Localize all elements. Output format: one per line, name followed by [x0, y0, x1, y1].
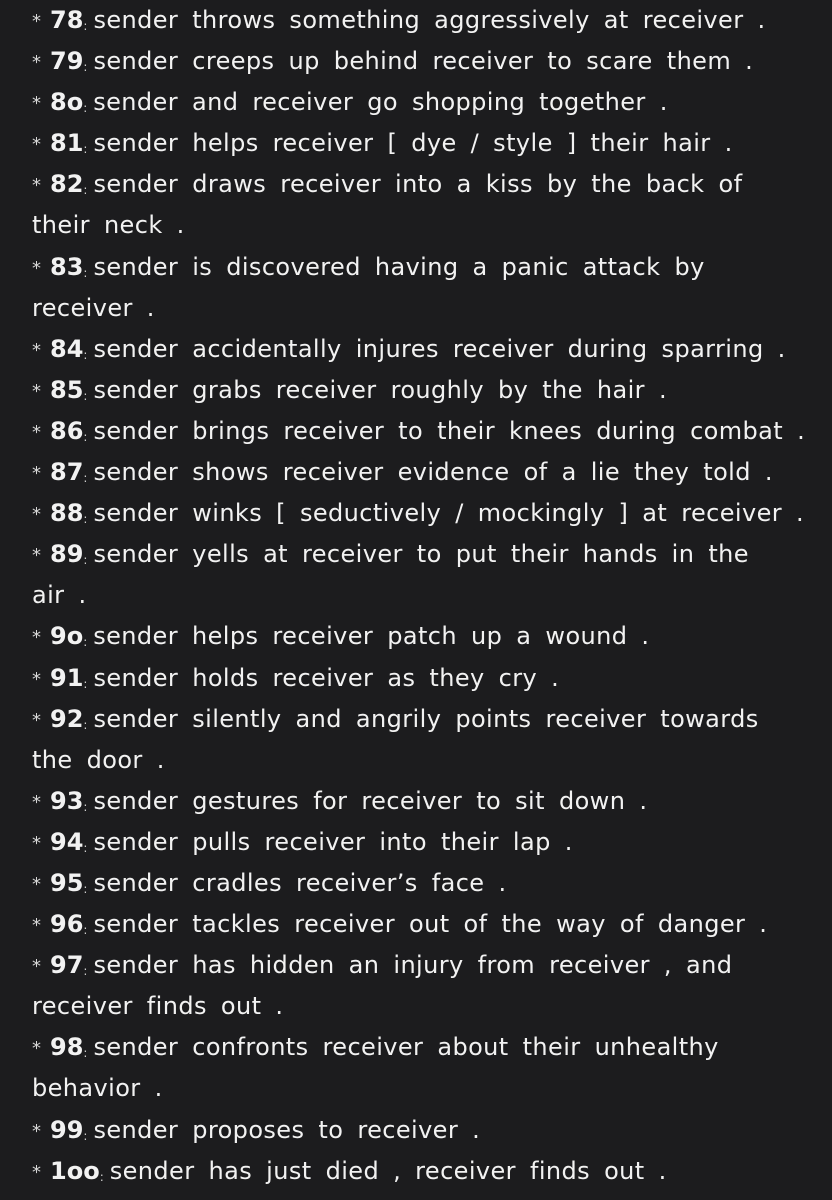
list-item — [32, 945, 812, 1027]
item-text: sender helps receiver patch up a wound . — [93, 622, 650, 651]
list-item-continuation — [32, 1068, 812, 1109]
item-number: 95 — [50, 868, 84, 897]
item-text: sender holds receiver as they cry . — [93, 663, 560, 692]
item-text: sender pulls receiver into their lap . — [93, 827, 573, 856]
list-item — [32, 863, 812, 904]
number-separator: : — [83, 142, 88, 157]
list-item — [32, 781, 812, 822]
item-text: sender draws receiver into a kiss by the back of — [93, 170, 743, 199]
item-text: sender creeps up behind receiver to scare them . — [93, 47, 754, 76]
item-number: 81 — [50, 129, 84, 158]
asterisk-bullet-icon: * — [32, 873, 42, 895]
asterisk-bullet-icon: * — [32, 956, 42, 978]
list-item — [32, 370, 812, 411]
list-item — [32, 822, 812, 863]
number-separator: : — [83, 676, 88, 691]
list-item — [32, 82, 812, 123]
number-separator: : — [83, 799, 88, 814]
item-text: sender and receiver go shopping together . — [93, 88, 668, 117]
list-item-line — [32, 781, 812, 822]
asterisk-bullet-icon: * — [32, 832, 42, 854]
list-item-line — [32, 0, 812, 41]
list-item-line — [32, 493, 812, 534]
list-item — [32, 41, 812, 82]
list-item-continuation — [32, 575, 812, 616]
item-number: 94 — [50, 827, 84, 856]
asterisk-bullet-icon: * — [32, 627, 42, 649]
list-item-line — [32, 1110, 812, 1151]
asterisk-bullet-icon: * — [32, 257, 42, 279]
item-number: 88 — [50, 499, 84, 528]
number-separator: : — [83, 265, 88, 280]
list-item-continuation — [32, 205, 812, 246]
item-text: the door . — [32, 745, 165, 774]
list-item-line — [32, 863, 812, 904]
list-item — [32, 1027, 812, 1109]
list-item-continuation — [32, 986, 812, 1027]
asterisk-bullet-icon: * — [32, 504, 42, 526]
list-item — [32, 0, 812, 41]
item-text: air . — [32, 581, 87, 610]
item-text: sender has hidden an injury from receiver , and — [93, 951, 733, 980]
asterisk-bullet-icon: * — [32, 463, 42, 485]
number-separator: : — [83, 553, 88, 568]
item-text: sender yells at receiver to put their hands in the — [93, 540, 749, 569]
list-item — [32, 904, 812, 945]
list-item — [32, 164, 812, 246]
list-item — [32, 247, 812, 329]
item-text: sender proposes to receiver . — [93, 1115, 481, 1144]
item-text: sender shows receiver evidence of a lie they told . — [93, 458, 773, 487]
list-item — [32, 1151, 812, 1192]
asterisk-bullet-icon: * — [32, 134, 42, 156]
item-text: sender confronts receiver about their unhealthy — [93, 1033, 719, 1062]
number-separator: : — [83, 1046, 88, 1061]
item-text: sender accidentally injures receiver during sparring . — [93, 334, 786, 363]
item-number: 96 — [50, 910, 84, 939]
item-text: their neck . — [32, 211, 185, 240]
list-item-line — [32, 82, 812, 123]
item-text: receiver finds out . — [32, 992, 284, 1021]
list-item-line — [32, 1027, 812, 1068]
asterisk-bullet-icon: * — [32, 1120, 42, 1142]
asterisk-bullet-icon: * — [32, 175, 42, 197]
item-text: sender cradles receiver’s face . — [93, 868, 507, 897]
item-number: 89 — [50, 540, 84, 569]
item-text: sender grabs receiver roughly by the hair . — [93, 375, 667, 404]
item-text: sender is discovered having a panic attack by — [93, 252, 705, 281]
asterisk-bullet-icon: * — [32, 1038, 42, 1060]
list-item-line — [32, 370, 812, 411]
number-separator: : — [83, 60, 88, 75]
asterisk-bullet-icon: * — [32, 11, 42, 32]
list-item-continuation — [32, 740, 812, 781]
list-item-line — [32, 164, 812, 205]
asterisk-bullet-icon: * — [32, 668, 42, 690]
list-item-line — [32, 699, 812, 740]
item-number: 78 — [50, 6, 84, 34]
asterisk-bullet-icon: * — [32, 791, 42, 813]
list-item — [32, 452, 812, 493]
asterisk-bullet-icon: * — [32, 93, 42, 115]
list-item — [32, 534, 812, 616]
item-text: sender tackles receiver out of the way of danger . — [93, 910, 768, 939]
item-text: sender has just died , receiver finds out . — [109, 1156, 667, 1185]
list-item-line — [32, 247, 812, 288]
list-item-line — [32, 904, 812, 945]
number-separator: : — [83, 881, 88, 896]
number-separator: : — [83, 388, 88, 403]
list-item — [32, 1110, 812, 1151]
item-number: 91 — [50, 663, 84, 692]
prompt-list — [32, 0, 812, 1192]
item-text: sender throws something aggressively at receiver . — [93, 6, 766, 34]
number-separator: : — [83, 717, 88, 732]
list-item-line — [32, 658, 812, 699]
list-item-line — [32, 945, 812, 986]
item-text: receiver . — [32, 293, 155, 322]
item-number: 84 — [50, 334, 84, 363]
item-number: 97 — [50, 951, 84, 980]
number-separator: : — [83, 471, 88, 486]
list-item-line — [32, 534, 812, 575]
item-number: 86 — [50, 416, 84, 445]
item-text: sender brings receiver to their knees during combat . — [93, 416, 806, 445]
list-item — [32, 699, 812, 781]
number-separator: : — [83, 183, 88, 198]
item-text: sender gestures for receiver to sit down . — [93, 786, 648, 815]
number-separator: : — [83, 840, 88, 855]
asterisk-bullet-icon: * — [32, 1161, 42, 1183]
list-item-line — [32, 452, 812, 493]
asterisk-bullet-icon: * — [32, 339, 42, 361]
number-separator: : — [83, 512, 88, 527]
item-number: 8o — [50, 88, 84, 117]
number-separator: : — [83, 1128, 88, 1143]
item-number: 82 — [50, 170, 84, 199]
item-number: 9o — [50, 622, 84, 651]
list-item-line — [32, 41, 812, 82]
asterisk-bullet-icon: * — [32, 421, 42, 443]
item-number: 92 — [50, 704, 84, 733]
item-number: 83 — [50, 252, 84, 281]
list-item-line — [32, 411, 812, 452]
asterisk-bullet-icon: * — [32, 52, 42, 74]
number-separator: : — [83, 347, 88, 362]
item-number: 87 — [50, 458, 84, 487]
number-separator: : — [83, 635, 88, 650]
list-item-continuation — [32, 288, 812, 329]
number-separator: : — [99, 1169, 104, 1184]
item-number: 93 — [50, 786, 84, 815]
item-number: 1oo — [50, 1156, 100, 1185]
asterisk-bullet-icon: * — [32, 380, 42, 402]
asterisk-bullet-icon: * — [32, 915, 42, 937]
list-item-line — [32, 822, 812, 863]
number-separator: : — [83, 964, 88, 979]
item-number: 85 — [50, 375, 84, 404]
list-item — [32, 329, 812, 370]
list-item-line — [32, 1151, 812, 1192]
item-text: sender helps receiver [ dye / style ] their hair . — [93, 129, 733, 158]
item-text: behavior . — [32, 1074, 163, 1103]
number-separator: : — [83, 923, 88, 938]
number-separator: : — [83, 19, 88, 33]
asterisk-bullet-icon: * — [32, 545, 42, 567]
asterisk-bullet-icon: * — [32, 709, 42, 731]
list-item — [32, 493, 812, 534]
item-number: 79 — [50, 47, 84, 76]
item-text: sender winks [ seductively / mockingly ] at receiver . — [93, 499, 805, 528]
list-item-line — [32, 123, 812, 164]
list-item — [32, 616, 812, 657]
list-item-line — [32, 616, 812, 657]
list-item-line — [32, 329, 812, 370]
item-number: 99 — [50, 1115, 84, 1144]
list-item — [32, 123, 812, 164]
list-item — [32, 658, 812, 699]
number-separator: : — [83, 429, 88, 444]
number-separator: : — [83, 101, 88, 116]
item-number: 98 — [50, 1033, 84, 1062]
list-item — [32, 411, 812, 452]
item-text: sender silently and angrily points receiver towards — [93, 704, 759, 733]
